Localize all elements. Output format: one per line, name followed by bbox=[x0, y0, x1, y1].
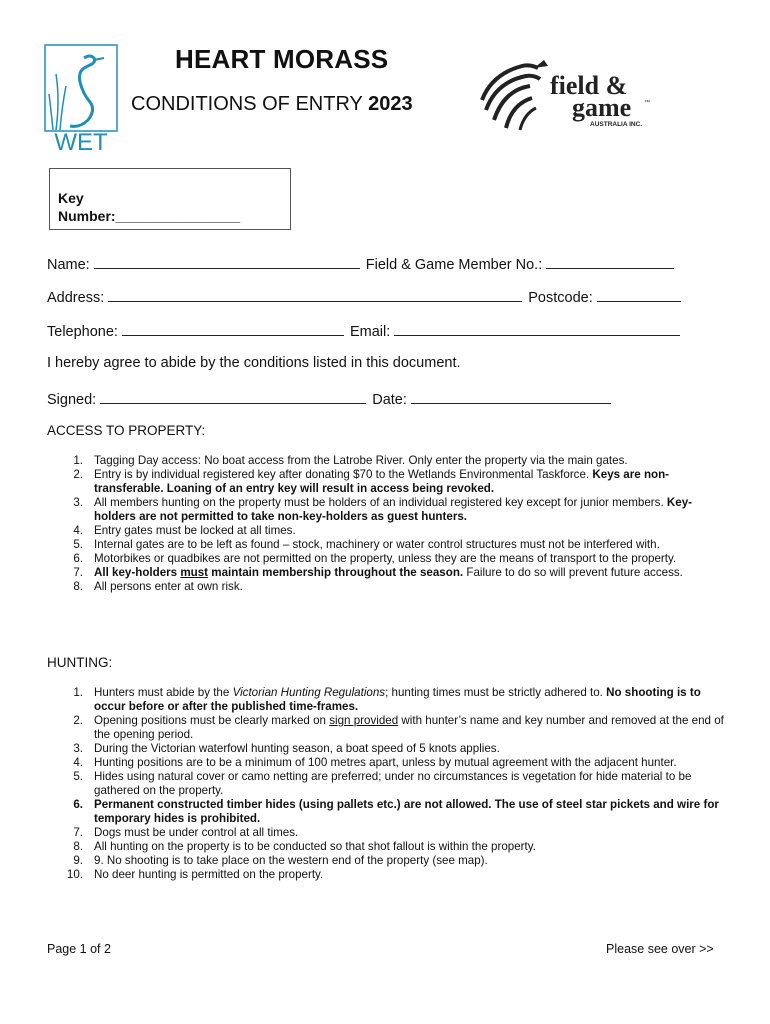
address-row bbox=[47, 287, 697, 306]
page-number: Page 1 of 2 bbox=[47, 942, 111, 956]
page-subtitle bbox=[131, 93, 413, 116]
agree-statement: I hereby agree to abide by the conditions listed in this document. bbox=[47, 355, 461, 371]
access-item: 2. Entry is by individual registered key after donating $70 to the Wetlands Environmental Taskforce. Keys are non-transferable. Loaning of an entry key will result in access being revoked. bbox=[73, 468, 670, 495]
fg-logo-line1: field & bbox=[550, 71, 628, 100]
fg-logo-line2: game bbox=[572, 93, 632, 122]
access-item: 8. All persons enter at own risk. bbox=[73, 580, 243, 593]
hunting-item: 8. All hunting on the property is to be conducted so that shot fallout is within the property. bbox=[73, 840, 536, 853]
hunting-item: 9. 9. No shooting is to take place on the western end of the property (see map). bbox=[73, 854, 488, 867]
email-field[interactable] bbox=[394, 321, 680, 336]
access-item: 1. Tagging Day access: No boat access from the Latrobe River. Only enter the property via the main gates. bbox=[73, 454, 628, 467]
access-item: 6. Motorbikes or quadbikes are not permitted on the property, unless they are the means of transport to the property. bbox=[73, 552, 677, 565]
member-no-label: Field & Game Member No.: bbox=[365, 257, 547, 273]
field-game-logo bbox=[478, 56, 658, 140]
hunting-item: 3. During the Victorian waterfowl hunting season, a boat speed of 5 knots applies. bbox=[73, 742, 500, 755]
see-over-note: Please see over >> bbox=[606, 942, 714, 956]
telephone-row bbox=[47, 321, 697, 340]
date-field[interactable] bbox=[411, 389, 611, 404]
hunting-item: 4. Hunting positions are to be a minimum of 100 metres apart, unless by mutual agreement with the adjacent hunter. bbox=[73, 756, 677, 769]
access-item: 3. All members hunting on the property must be holders of an individual registered key except for junior members. Key-holders are not permitted to take non-key-holders as guest hunters. bbox=[73, 496, 693, 523]
hunting-item: 6. Permanent constructed timber hides (using pallets etc.) are not allowed. The use of steel star pickets and wire for temporary hides is prohibited. bbox=[73, 798, 719, 825]
key-number-label: Number:________________ bbox=[58, 208, 241, 224]
name-label: Name: bbox=[47, 257, 94, 273]
name-field[interactable] bbox=[94, 254, 360, 269]
name-row bbox=[47, 254, 697, 273]
subtitle-text: CONDITIONS OF ENTRY bbox=[131, 93, 363, 115]
member-no-field[interactable] bbox=[546, 254, 674, 269]
key-number-text[interactable] bbox=[58, 189, 240, 225]
signature-field[interactable] bbox=[100, 389, 366, 404]
hunting-item: 7. Dogs must be under control at all times. bbox=[73, 826, 299, 839]
page-title: HEART MORASS bbox=[175, 44, 389, 74]
fg-logo-sub: AUSTRALIA INC. bbox=[590, 121, 643, 128]
postcode-field[interactable] bbox=[597, 287, 681, 302]
access-item: 4. Entry gates must be locked at all times. bbox=[73, 524, 296, 537]
key-label: Key bbox=[58, 190, 84, 206]
hunting-item: 1. Hunters must abide by the Victorian Hunting Regulations; hunting times must be strictly adhered to. No shooting is to occur before or after the published time-frames. bbox=[73, 686, 701, 713]
address-label: Address: bbox=[47, 290, 109, 306]
hunting-item: 10. No deer hunting is permitted on the property. bbox=[66, 868, 324, 881]
access-heading: ACCESS TO PROPERTY: bbox=[47, 423, 206, 438]
hunting-item: 2. Opening positions must be clearly marked on sign provided with hunter’s name and key number and removed at the end of the opening period. bbox=[73, 714, 724, 741]
email-label: Email: bbox=[349, 324, 395, 340]
access-list bbox=[47, 454, 727, 594]
access-item: 7. All key-holders must maintain membership throughout the season. Failure to do so will prevent future access. bbox=[73, 566, 683, 579]
subtitle-year: 2023 bbox=[368, 93, 413, 115]
wet-logo-text: WET bbox=[54, 129, 108, 154]
access-item: 5. Internal gates are to be left as found – stock, machinery or water control structures must not be interfered with. bbox=[73, 538, 660, 551]
hunting-list bbox=[47, 686, 727, 882]
hunting-item: 5. Hides using natural cover or camo netting are preferred; under no circumstances is vegetation for hide material to be gathered on the property. bbox=[73, 770, 692, 797]
hunting-heading: HUNTING: bbox=[47, 655, 113, 670]
signed-row bbox=[47, 389, 697, 408]
date-label: Date: bbox=[372, 392, 411, 408]
telephone-label: Telephone: bbox=[47, 324, 122, 340]
wet-logo bbox=[44, 44, 118, 154]
address-field[interactable] bbox=[108, 287, 522, 302]
postcode-label: Postcode: bbox=[528, 290, 597, 306]
signed-label: Signed: bbox=[47, 392, 101, 408]
telephone-field[interactable] bbox=[122, 321, 344, 336]
fg-logo-tm: ™ bbox=[644, 100, 650, 106]
